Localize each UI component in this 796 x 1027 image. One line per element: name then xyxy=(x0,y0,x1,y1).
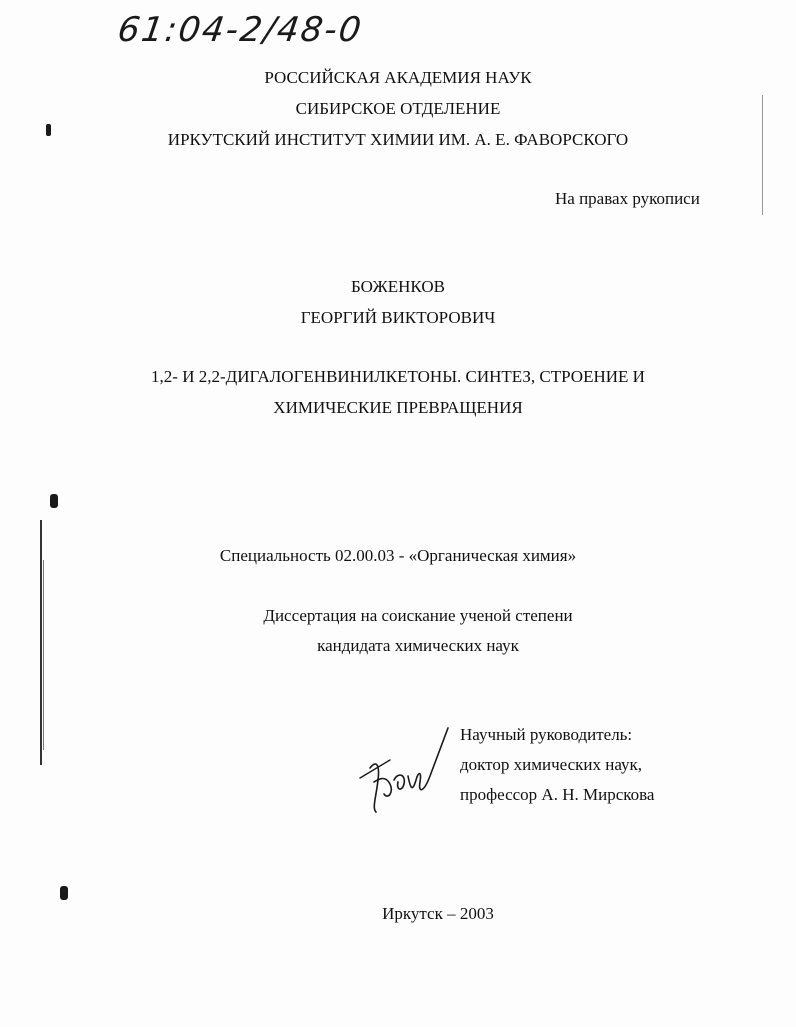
thesis-title-line-2: ХИМИЧЕСКИЕ ПРЕВРАЩЕНИЯ xyxy=(273,398,523,417)
manuscript-note: На правах рукописи xyxy=(555,189,700,208)
city-year: Иркутск – 2003 xyxy=(382,904,494,923)
branch-name: СИБИРСКОЕ ОТДЕЛЕНИЕ xyxy=(295,99,501,118)
supervisor-label: Научный руководитель: xyxy=(460,725,633,744)
thesis-title-line-1: 1,2- И 2,2-ДИГАЛОГЕНВИНИЛКЕТОНЫ. СИНТЕЗ, СТРОЕНИЕ И xyxy=(151,367,645,386)
institute-name: ИРКУТСКИЙ ИНСТИТУТ ХИМИИ ИМ. А. Е. ФАВОРСКОГО xyxy=(167,130,629,149)
academy-name: РОССИЙСКАЯ АКАДЕМИЯ НАУК xyxy=(264,68,532,87)
supervisor-name: профессор А. Н. Мирскова xyxy=(460,785,655,804)
supervisor-degree: доктор химических наук, xyxy=(460,755,643,774)
signature-mark xyxy=(350,720,460,820)
author-given-names: ГЕОРГИЙ ВИКТОРОВИЧ xyxy=(300,308,496,327)
dissertation-line-2: кандидата химических наук xyxy=(317,636,519,655)
specialty: Специальность 02.00.03 - «Органическая химия» xyxy=(219,546,577,565)
scan-artifact-dot-bottom xyxy=(60,886,68,900)
author-surname: БОЖЕНКОВ xyxy=(351,277,445,296)
scan-artifact-dot-mid xyxy=(50,494,58,508)
archive-number-handwritten: 61:04-2/48-0 xyxy=(115,10,366,50)
dissertation-line-1: Диссертация на соискание ученой степени xyxy=(263,606,573,625)
